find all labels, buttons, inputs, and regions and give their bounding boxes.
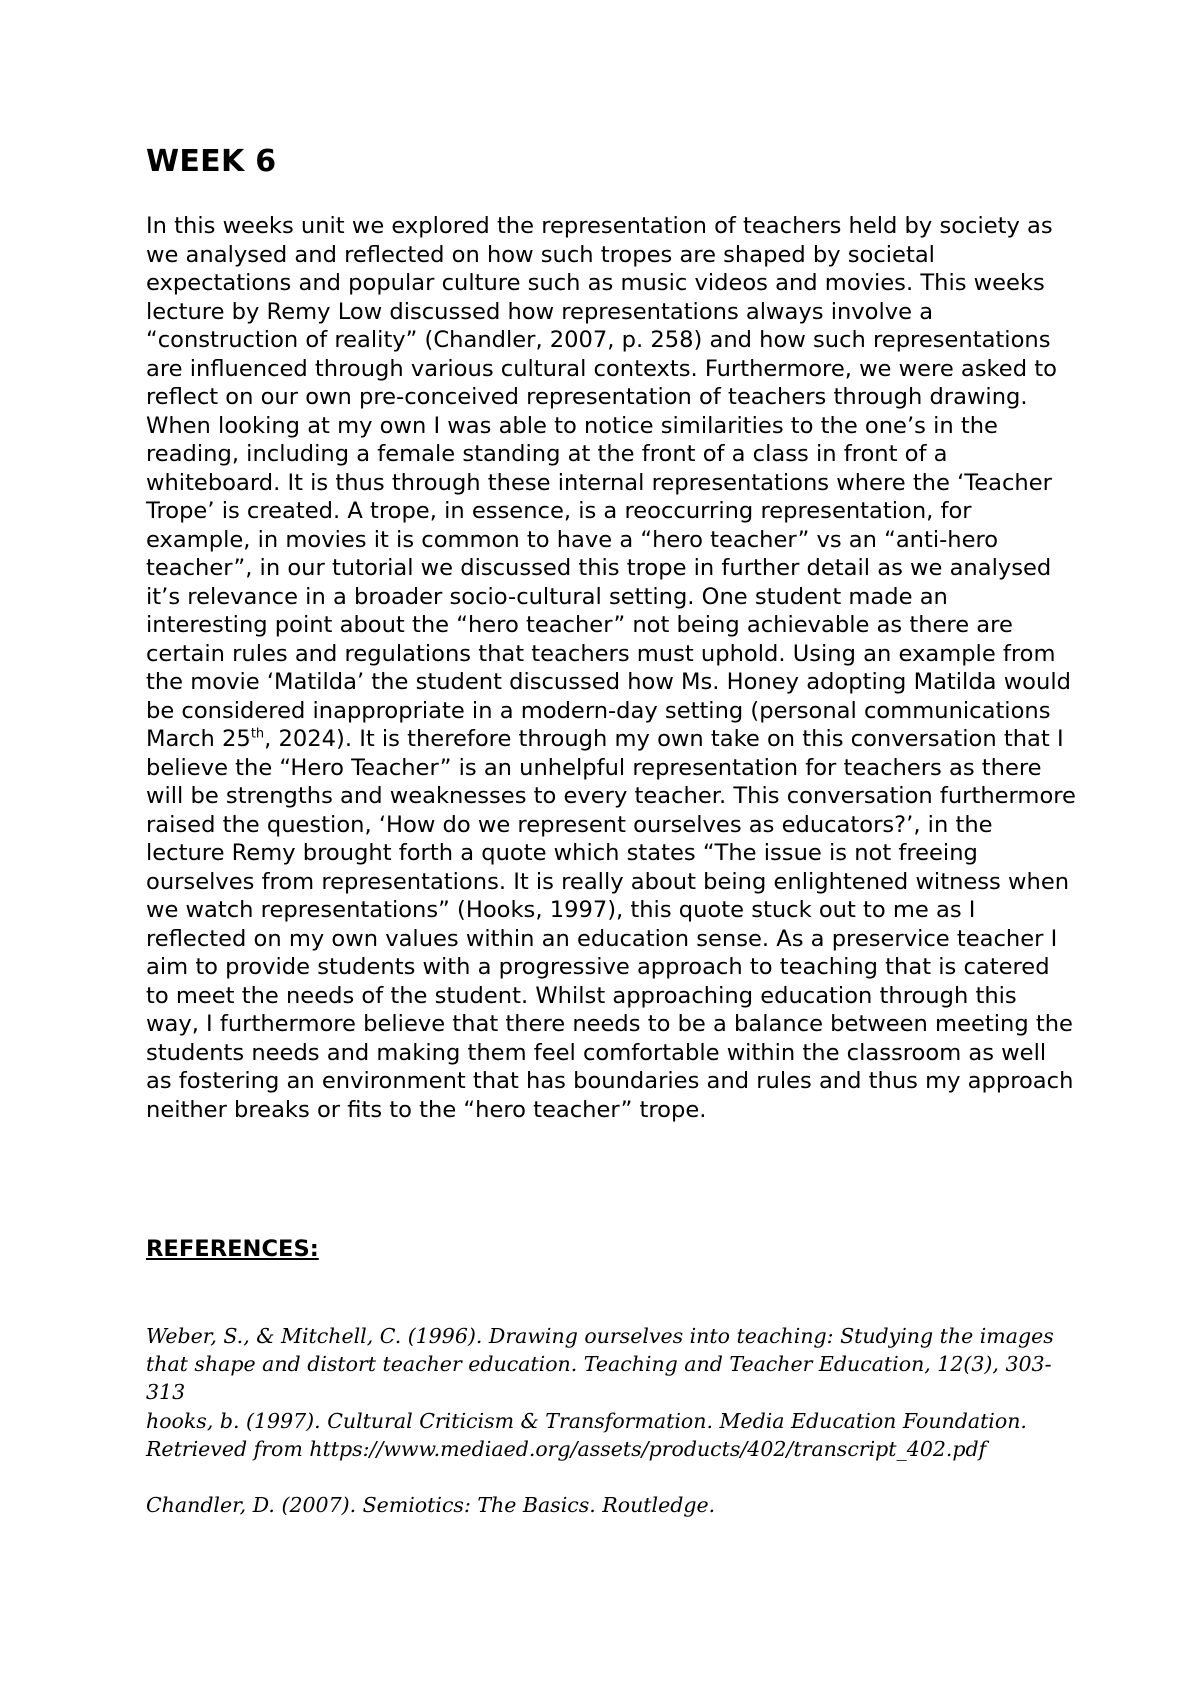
reference-item: Weber, S., & Mitchell, C. (1996). Drawing ourselves into teaching: Studying the images that shape and distort teacher education. Teaching and Teacher Education, 12(3), 303-313 xyxy=(146,1324,1054,1404)
body-paragraph xyxy=(146,212,1076,1124)
ordinal-superscript: th xyxy=(250,726,265,742)
reference-item: Chandler, D. (2007). Semiotics: The Basics. Routledge. xyxy=(146,1493,716,1517)
reference-item: hooks, b. (1997). Cultural Criticism & Transformation. Media Education Foundation. Retrieved from https://www.mediaed.org/assets/products/402/transcript_402.pdf xyxy=(146,1409,1027,1461)
body-text-part-2: , 2024). It is therefore through my own take on this conversation that I believe the “Hero Teacher” is an unhelpful representation for teachers as there will be strengths and weaknesses to every teacher. This conversation furthermore raised the question, ‘How do we represent ourselves as educators?’, in the lecture Remy brought forth a quote which states “The issue is not freeing ourselves from representations. It is really about being enlightened witness when we watch representations” (Hooks, 1997), this quote stuck out to me as I reflected on my own values within an education sense. As a preservice teacher I aim to provide students with a progressive approach to teaching that is catered to meet the needs of the student. Whilst approaching education through this way, I furthermore believe that there needs to be a balance between meeting the students needs and making them feel comfortable within the classroom as well as fostering an environment that has boundaries and rules and thus my approach neither breaks or fits to the “hero teacher” trope. xyxy=(146,726,1076,1123)
body-text-part-1: In this weeks unit we explored the representation of teachers held by society as we analysed and reflected on how such tropes are shaped by societal expectations and popular culture such as music videos and movies. This weeks lecture by Remy Low discussed how representations always involve a “construction of reality” (Chandler, 2007, p. 258) and how such representations are influenced through various cultural contexts. Furthermore, we were asked to reflect on our own pre-conceived representation of teachers through drawing. When looking at my own I was able to notice similarities to the one’s in the reading, including a female standing at the front of a class in front of a whiteboard. It is thus through these internal representations where the ‘Teacher Trope’ is created. A trope, in essence, is a reoccurring representation, for example, in movies it is common to have a “hero teacher” vs an “anti-hero teacher”, in our tutorial we discussed this trope in further detail as we analysed it’s relevance in a broader socio-cultural setting. One student made an interesting point about the “hero teacher” not being achievable as there are certain rules and regulations that teachers must uphold. Using an example from the movie ‘Matilda’ the student discussed how Ms. Honey adopting Matilda would be considered inappropriate in a modern-day setting (personal communications March 25 xyxy=(146,213,1071,752)
references-heading: REFERENCES: xyxy=(146,1236,319,1262)
page-title: WEEK 6 xyxy=(146,144,277,179)
